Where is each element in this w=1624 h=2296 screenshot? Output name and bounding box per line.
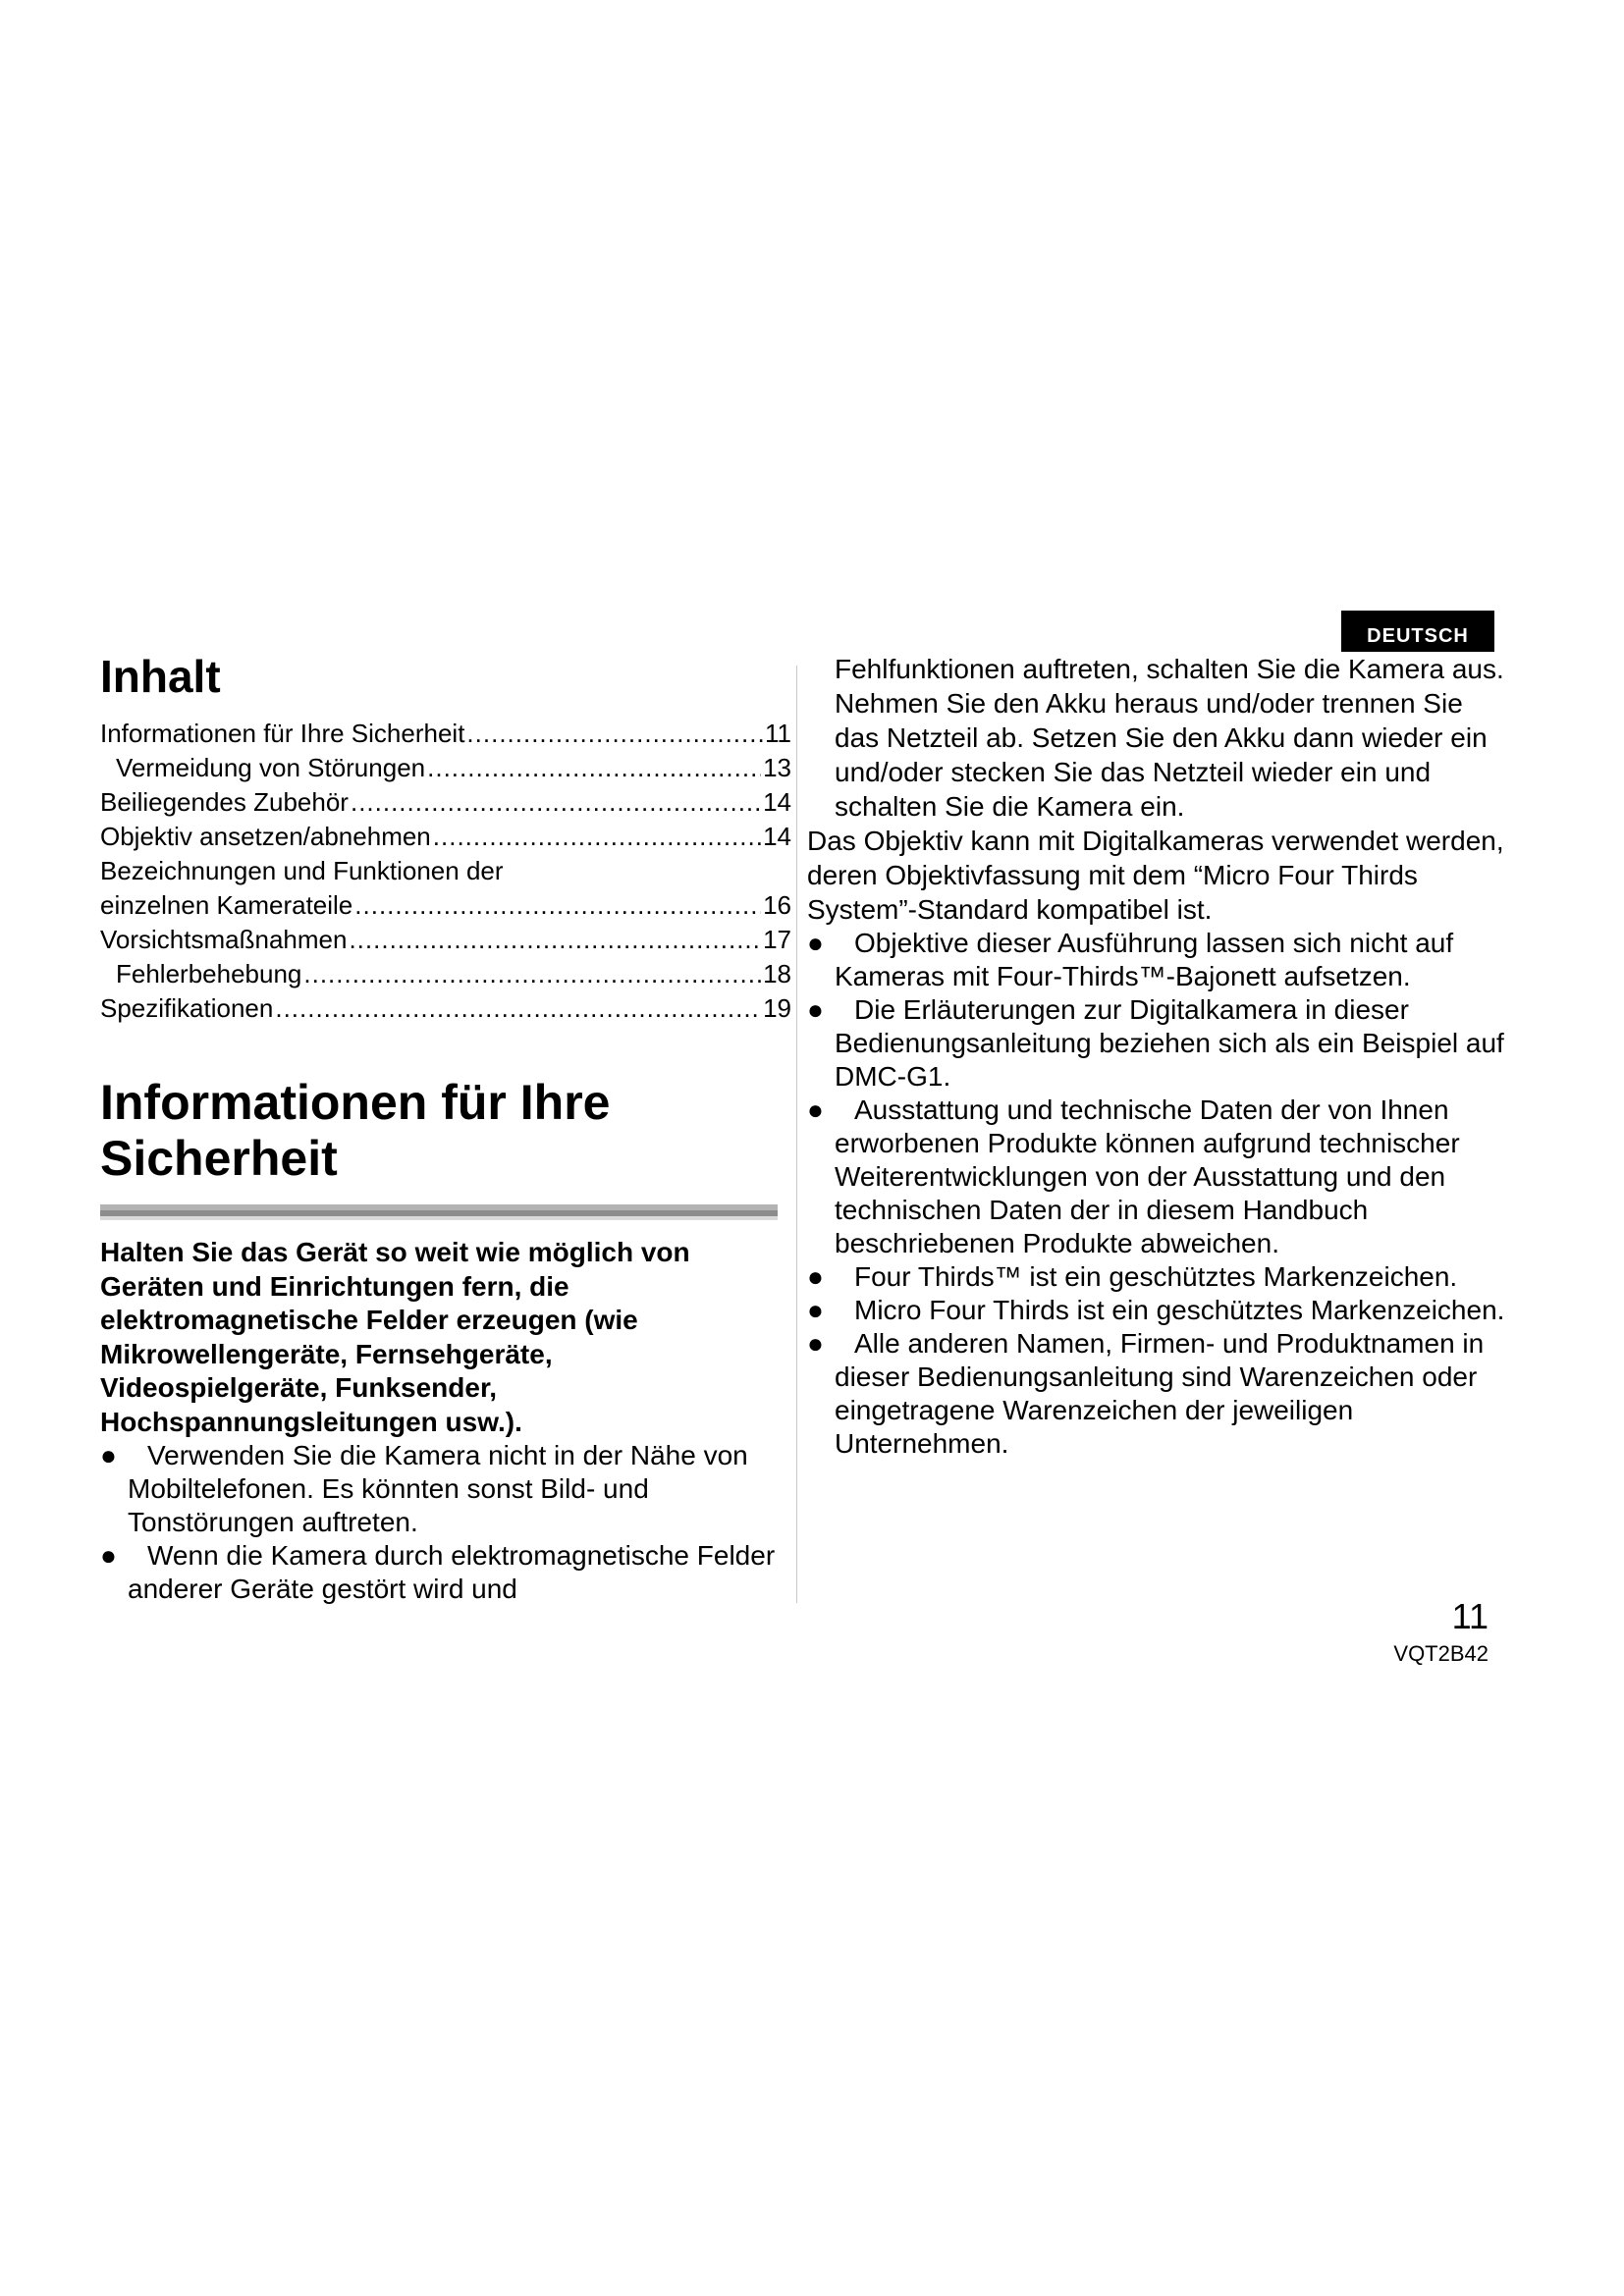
- toc-title: Inhalt: [100, 651, 221, 702]
- toc-entry[interactable]: Objektiv ansetzen/abnehmen ..... 14: [100, 820, 791, 854]
- list-item: ● Alle anderen Namen, Firmen- und Produktnamen in dieser Bedienungsanleitung sind Warenzeichen oder eingetragene Warenzeichen der jeweiligen Unternehmen.: [807, 1328, 1485, 1459]
- page-number: 11: [1451, 1596, 1489, 1636]
- toc-entry[interactable]: einzelnen Kamerateile ..... 16: [100, 888, 791, 923]
- right-bullet-list: [807, 927, 1506, 1461]
- bullet-icon: ●: [807, 1095, 824, 1125]
- title-rule: [100, 1204, 778, 1220]
- toc-entry[interactable]: Vermeidung von Störungen ..... 13: [100, 751, 791, 785]
- bullet-icon: ●: [100, 1440, 117, 1470]
- list-item: ● Die Erläuterungen zur Digitalkamera in dieser Bedienungsanleitung beziehen sich als ein Beispiel auf DMC-G1.: [807, 994, 1504, 1092]
- left-column: [100, 650, 791, 1606]
- language-tab: DEUTSCH: [1341, 611, 1494, 652]
- continuation-paragraph: Fehlfunktionen auftreten, schalten Sie die Kamera aus. Nehmen Sie den Akku heraus und/oder trennen Sie das Netzteil ab. Setzen Sie den Akku dann wieder ein und/oder stecken Sie das Netzteil wieder ein und schalten Sie die Kamera ein.: [835, 654, 1504, 822]
- bullet-icon: ●: [807, 1295, 824, 1325]
- lens-paragraph: Das Objektiv kann mit Digitalkameras verwendet werden, deren Objektivfassung mit dem “Micro Four Thirds System”-Standard kompatibel ist.: [807, 826, 1504, 925]
- bullet-icon: ●: [807, 1261, 824, 1292]
- list-item: ● Objektive dieser Ausführung lassen sich nicht auf Kameras mit Four-Thirds™-Bajonett aufsetzen.: [807, 928, 1454, 991]
- list-item: ● Four Thirds™ ist ein geschütztes Markenzeichen.: [807, 1261, 1458, 1292]
- toc-entry[interactable]: Informationen für Ihre Sicherheit ..... 11: [100, 717, 791, 751]
- toc-entry[interactable]: Spezifikationen ..... 19: [100, 991, 791, 1026]
- toc-entry[interactable]: Beiliegendes Zubehör ..... 14: [100, 785, 791, 820]
- section-title: Informationen für Ihre Sicherheit: [100, 1075, 611, 1186]
- list-item: ● Ausstattung und technische Daten der von Ihnen erworbenen Produkte können aufgrund technischer Weiterentwicklungen von der Ausstattung und den technischen Daten der in diesem Handbuch beschriebenen Produkte abweichen.: [807, 1095, 1460, 1258]
- bullet-icon: ●: [807, 1328, 824, 1359]
- bullet-icon: ●: [807, 928, 824, 958]
- column-divider: [796, 666, 797, 1603]
- toc-entry[interactable]: Fehlerbehebung ..... 18: [100, 957, 791, 991]
- right-column: [807, 652, 1506, 1461]
- list-item: ● Micro Four Thirds ist ein geschütztes Markenzeichen.: [807, 1295, 1505, 1325]
- toc-entry[interactable]: Vorsichtsmaßnahmen ..... 17: [100, 923, 791, 957]
- bullet-icon: ●: [100, 1540, 117, 1571]
- list-item: ● Wenn die Kamera durch elektromagnetische Felder anderer Geräte gestört wird und: [100, 1540, 776, 1604]
- warning-paragraph: Halten Sie das Gerät so weit wie möglich von Geräten und Einrichtungen fern, die elektromagnetische Felder erzeugen (wie Mikrowellengeräte, Fernsehgeräte, Videospielgeräte, Funksender, Hochspannungsleitungen usw.).: [100, 1237, 690, 1437]
- list-item: ● Verwenden Sie die Kamera nicht in der Nähe von Mobiltelefonen. Es könnten sonst Bild- und Tonstörungen auftreten.: [100, 1440, 748, 1537]
- toc-entry-line1[interactable]: Bezeichnungen und Funktionen der: [100, 856, 504, 885]
- bullet-icon: ●: [807, 994, 824, 1025]
- document-code: VQT2B42: [1393, 1641, 1489, 1666]
- table-of-contents: [100, 717, 791, 1026]
- left-bullet-list: [100, 1439, 791, 1606]
